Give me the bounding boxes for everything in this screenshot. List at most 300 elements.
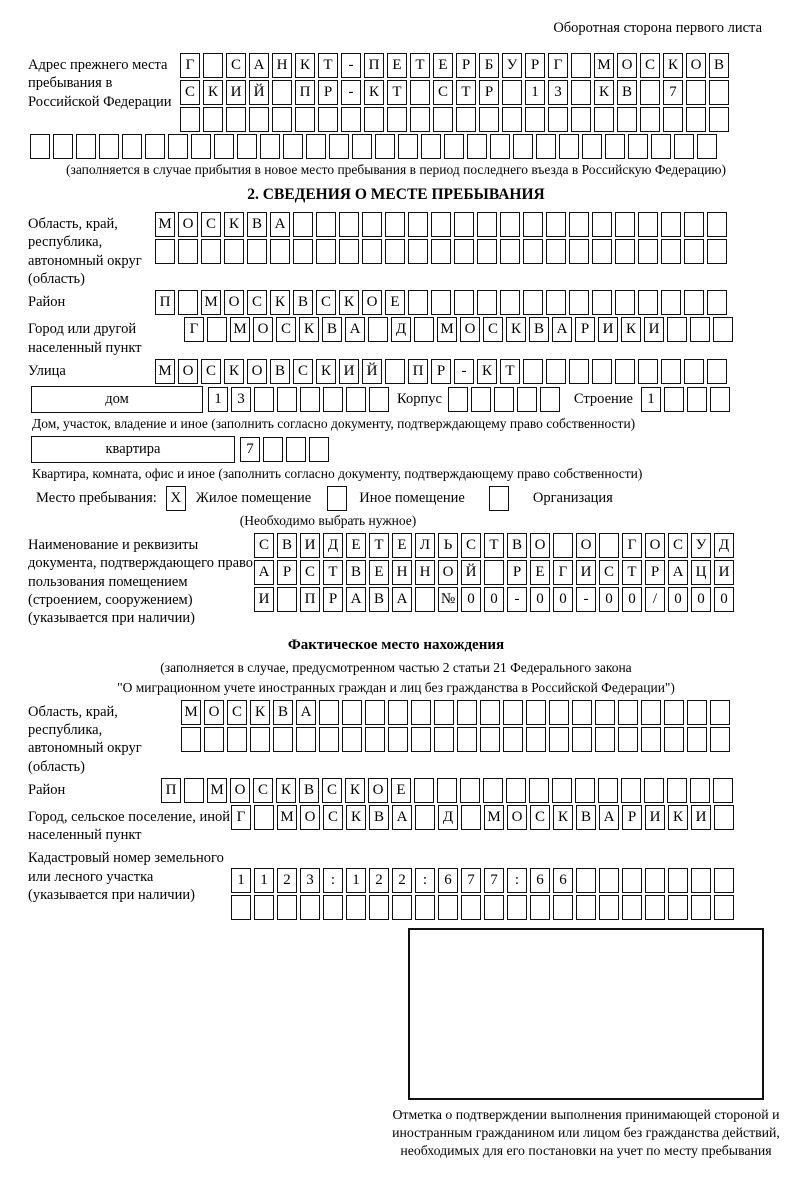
char-cell — [710, 387, 730, 412]
char-cell: О — [247, 359, 267, 384]
char-cell — [529, 778, 549, 803]
char-cell — [644, 778, 664, 803]
char-cell — [433, 107, 453, 132]
char-cell — [664, 387, 684, 412]
house-note: Дом, участок, владение и иное (заполнить согласно документу, подтверждающему право собственности) — [32, 415, 636, 431]
char-cell: / — [645, 587, 665, 612]
char-cell — [664, 727, 684, 752]
char-cell: Р — [456, 53, 476, 78]
actual-city-label: Город, сельское поселение, иной населенный пункт — [28, 808, 231, 844]
char-cell — [369, 895, 389, 920]
char-cell — [454, 212, 474, 237]
char-cell: Г — [553, 560, 573, 585]
char-cell: П — [155, 290, 175, 315]
char-cell — [502, 107, 522, 132]
char-cell: О — [224, 290, 244, 315]
street-label: Улица — [28, 362, 66, 379]
char-cell: О — [460, 317, 480, 342]
char-cell — [204, 727, 224, 752]
char-cell: Т — [318, 53, 338, 78]
char-cell: К — [594, 80, 614, 105]
char-cell: А — [552, 317, 572, 342]
cadastral-row-2 — [231, 895, 734, 920]
char-cell: Р — [525, 53, 545, 78]
char-cell — [484, 560, 504, 585]
char-cell — [461, 805, 481, 830]
char-cell — [714, 805, 734, 830]
char-cell: У — [502, 53, 522, 78]
korpus-cells — [448, 387, 560, 412]
char-cell — [517, 387, 537, 412]
char-cell: 1 — [346, 868, 366, 893]
char-cell: Е — [385, 290, 405, 315]
char-cell — [456, 107, 476, 132]
char-cell: К — [250, 700, 270, 725]
char-cell: - — [507, 587, 527, 612]
char-cell: А — [249, 53, 269, 78]
char-cell: - — [341, 53, 361, 78]
char-cell: Т — [484, 533, 504, 558]
char-cell: Е — [392, 533, 412, 558]
char-cell — [599, 533, 619, 558]
char-cell — [385, 212, 405, 237]
char-cell: Г — [622, 533, 642, 558]
char-cell: 3 — [231, 387, 251, 412]
char-cell — [651, 134, 671, 159]
char-cell — [203, 53, 223, 78]
char-cell — [503, 727, 523, 752]
char-cell: А — [599, 805, 619, 830]
district-row — [155, 290, 727, 315]
char-cell: А — [346, 587, 366, 612]
char-cell — [191, 134, 211, 159]
char-cell — [318, 107, 338, 132]
char-cell: 6 — [553, 868, 573, 893]
char-cell — [707, 212, 727, 237]
char-cell — [454, 239, 474, 264]
char-cell: С — [483, 317, 503, 342]
char-cell — [713, 778, 733, 803]
region-cells — [155, 212, 727, 264]
char-cell: К — [345, 778, 365, 803]
char-cell — [224, 239, 244, 264]
char-cell: К — [203, 80, 223, 105]
char-cell — [477, 290, 497, 315]
char-cell — [490, 134, 510, 159]
char-cell: К — [299, 317, 319, 342]
char-cell: № — [438, 587, 458, 612]
char-cell: С — [323, 805, 343, 830]
region-block — [28, 212, 764, 288]
char-cell — [684, 239, 704, 264]
char-cell: Й — [249, 80, 269, 105]
char-cell — [553, 533, 573, 558]
char-cell: О — [300, 805, 320, 830]
char-cell: 3 — [548, 80, 568, 105]
char-cell: Ц — [691, 560, 711, 585]
char-cell — [184, 778, 204, 803]
char-cell — [691, 895, 711, 920]
char-cell — [615, 359, 635, 384]
char-cell: К — [668, 805, 688, 830]
char-cell: 0 — [714, 587, 734, 612]
char-cell: Р — [318, 80, 338, 105]
char-cell — [295, 107, 315, 132]
char-cell — [431, 239, 451, 264]
char-cell: М — [181, 700, 201, 725]
char-cell — [293, 212, 313, 237]
char-cell: В — [346, 560, 366, 585]
char-cell — [664, 700, 684, 725]
char-cell: И — [598, 317, 618, 342]
char-cell: В — [576, 805, 596, 830]
char-cell — [415, 895, 435, 920]
char-cell — [687, 387, 707, 412]
char-cell — [362, 212, 382, 237]
char-cell: К — [316, 359, 336, 384]
district-block — [28, 290, 764, 315]
char-cell: Г — [184, 317, 204, 342]
stamp-caption: Отметка о подтверждении выполнения принимающей стороной и иностранным гражданином или лицом без гражданства действий, необходимых для его постановки на учет по месту пребывания — [392, 1107, 780, 1159]
char-cell — [155, 239, 175, 264]
char-cell: С — [227, 700, 247, 725]
char-cell — [598, 778, 618, 803]
char-cell — [506, 778, 526, 803]
char-cell — [316, 212, 336, 237]
char-cell — [411, 700, 431, 725]
char-cell: П — [300, 587, 320, 612]
char-cell — [638, 359, 658, 384]
char-cell: В — [293, 290, 313, 315]
char-cell: Г — [231, 805, 251, 830]
char-cell — [707, 290, 727, 315]
char-cell: Т — [369, 533, 389, 558]
char-cell: В — [709, 53, 729, 78]
char-cell — [523, 359, 543, 384]
char-cell — [615, 212, 635, 237]
char-cell — [500, 239, 520, 264]
char-cell — [592, 290, 612, 315]
char-cell — [415, 805, 435, 830]
char-cell: 0 — [530, 587, 550, 612]
street-row — [155, 359, 727, 384]
char-cell — [668, 868, 688, 893]
char-cell: П — [364, 53, 384, 78]
char-cell — [500, 290, 520, 315]
prev-address-row-2 — [180, 80, 729, 105]
char-cell — [226, 107, 246, 132]
char-cell — [479, 107, 499, 132]
char-cell — [250, 727, 270, 752]
char-cell: Т — [622, 560, 642, 585]
char-cell: М — [230, 317, 250, 342]
char-cell — [638, 290, 658, 315]
char-cell: 0 — [668, 587, 688, 612]
char-cell: К — [663, 53, 683, 78]
char-cell: Н — [392, 560, 412, 585]
char-cell: В — [507, 533, 527, 558]
char-cell — [540, 387, 560, 412]
char-cell — [595, 700, 615, 725]
char-cell — [592, 239, 612, 264]
actual-region-row-1 — [181, 700, 730, 725]
sheet-side-note: Оборотная сторона первого листа — [553, 20, 762, 36]
char-cell — [661, 239, 681, 264]
checkbox-organization — [489, 486, 509, 511]
char-cell — [618, 727, 638, 752]
char-cell — [628, 134, 648, 159]
char-cell: О — [253, 317, 273, 342]
char-cell: М — [155, 359, 175, 384]
char-cell: С — [433, 80, 453, 105]
char-cell: В — [247, 212, 267, 237]
char-cell: 1 — [254, 868, 274, 893]
actual-region-cells — [181, 700, 730, 752]
char-cell: К — [553, 805, 573, 830]
char-cell: В — [322, 317, 342, 342]
actual-region-block — [28, 700, 764, 776]
char-cell: О — [368, 778, 388, 803]
actual-district-block — [28, 778, 764, 803]
char-cell — [293, 239, 313, 264]
char-cell — [457, 727, 477, 752]
stamp-area — [392, 928, 780, 1160]
char-cell — [323, 387, 343, 412]
char-cell: Р — [479, 80, 499, 105]
char-cell: 1 — [525, 80, 545, 105]
char-cell — [306, 134, 326, 159]
char-cell: 2 — [369, 868, 389, 893]
char-cell: : — [323, 868, 343, 893]
char-cell — [710, 700, 730, 725]
char-cell: В — [369, 587, 389, 612]
char-cell: 7 — [484, 868, 504, 893]
char-cell: 0 — [484, 587, 504, 612]
char-cell: К — [224, 212, 244, 237]
char-cell: 2 — [392, 868, 412, 893]
char-cell — [214, 134, 234, 159]
document-row-2 — [254, 560, 734, 585]
char-cell — [615, 239, 635, 264]
char-cell — [484, 895, 504, 920]
char-cell: О — [686, 53, 706, 78]
char-cell — [385, 359, 405, 384]
char-cell: Е — [369, 560, 389, 585]
char-cell — [710, 727, 730, 752]
char-cell: 7 — [240, 437, 260, 462]
char-cell — [448, 387, 468, 412]
char-cell — [300, 387, 320, 412]
char-cell: 0 — [599, 587, 619, 612]
char-cell — [415, 587, 435, 612]
actual-location-title: Фактическое место нахождения — [287, 637, 505, 654]
char-cell — [477, 212, 497, 237]
char-cell — [571, 53, 591, 78]
actual-district-row — [161, 778, 733, 803]
char-cell — [638, 239, 658, 264]
char-cell — [667, 778, 687, 803]
char-cell — [414, 778, 434, 803]
cadastral-row-1 — [231, 868, 734, 893]
char-cell — [387, 107, 407, 132]
prev-address-row-4 — [30, 134, 764, 159]
char-cell — [684, 212, 704, 237]
char-cell: М — [277, 805, 297, 830]
char-cell — [122, 134, 142, 159]
char-cell: Т — [410, 53, 430, 78]
char-cell: Ь — [438, 533, 458, 558]
char-cell — [663, 107, 683, 132]
char-cell — [709, 80, 729, 105]
char-cell: О — [576, 533, 596, 558]
char-cell — [434, 700, 454, 725]
char-cell — [272, 107, 292, 132]
prev-address-block — [28, 53, 764, 132]
char-cell — [559, 134, 579, 159]
char-cell — [342, 700, 362, 725]
char-cell: О — [507, 805, 527, 830]
prev-address-row-1 — [180, 53, 729, 78]
char-cell — [707, 359, 727, 384]
char-cell: 0 — [691, 587, 711, 612]
char-cell: Р — [431, 359, 451, 384]
char-cell — [53, 134, 73, 159]
char-cell — [640, 80, 660, 105]
char-cell: В — [529, 317, 549, 342]
char-cell — [398, 134, 418, 159]
char-cell — [277, 895, 297, 920]
char-cell: 0 — [622, 587, 642, 612]
char-cell: М — [594, 53, 614, 78]
char-cell — [180, 107, 200, 132]
char-cell: Е — [346, 533, 366, 558]
char-cell: Т — [387, 80, 407, 105]
char-cell — [576, 895, 596, 920]
apartment-cells — [240, 437, 329, 462]
char-cell — [309, 437, 329, 462]
char-cell — [286, 437, 306, 462]
char-cell: К — [270, 290, 290, 315]
char-cell: В — [270, 359, 290, 384]
char-cell — [569, 239, 589, 264]
apartment-type-box: квартира — [31, 436, 235, 463]
option-other-label: Иное помещение — [359, 490, 465, 507]
char-cell: В — [299, 778, 319, 803]
char-cell: - — [341, 80, 361, 105]
char-cell: К — [346, 805, 366, 830]
option-organization-label: Организация — [532, 490, 613, 507]
stroenie-cells — [641, 387, 730, 412]
char-cell — [431, 290, 451, 315]
char-cell — [410, 107, 430, 132]
char-cell — [457, 700, 477, 725]
char-cell — [546, 239, 566, 264]
char-cell: : — [415, 868, 435, 893]
char-cell: 7 — [663, 80, 683, 105]
char-cell — [707, 239, 727, 264]
char-cell — [592, 212, 612, 237]
char-cell: К — [276, 778, 296, 803]
char-cell: Й — [461, 560, 481, 585]
char-cell: Д — [391, 317, 411, 342]
city-row — [184, 317, 733, 342]
char-cell — [618, 700, 638, 725]
char-cell — [621, 778, 641, 803]
char-cell — [645, 868, 665, 893]
actual-region-row-2 — [181, 727, 730, 752]
char-cell: 3 — [300, 868, 320, 893]
char-cell: 1 — [208, 387, 228, 412]
char-cell — [599, 868, 619, 893]
char-cell: И — [691, 805, 711, 830]
char-cell: Р — [507, 560, 527, 585]
premises-label: Место пребывания: — [36, 490, 157, 507]
char-cell — [247, 239, 267, 264]
char-cell — [178, 239, 198, 264]
prev-address-label: Адрес прежнего места пребывания в Российской Федерации — [28, 57, 172, 110]
char-cell: О — [645, 533, 665, 558]
char-cell: - — [576, 587, 596, 612]
char-cell — [273, 727, 293, 752]
char-cell: Н — [415, 560, 435, 585]
char-cell — [329, 134, 349, 159]
char-cell — [392, 895, 412, 920]
char-cell — [617, 107, 637, 132]
char-cell — [714, 895, 734, 920]
char-cell — [375, 134, 395, 159]
char-cell — [686, 80, 706, 105]
char-cell: С — [276, 317, 296, 342]
char-cell: С — [461, 533, 481, 558]
char-cell — [599, 895, 619, 920]
char-cell — [411, 727, 431, 752]
char-cell — [523, 212, 543, 237]
char-cell — [697, 134, 717, 159]
char-cell — [203, 107, 223, 132]
char-cell — [638, 212, 658, 237]
char-cell: Д — [714, 533, 734, 558]
char-cell — [714, 868, 734, 893]
document-cells — [254, 533, 734, 612]
cadastral-cells — [231, 846, 734, 920]
char-cell — [645, 895, 665, 920]
char-cell: К — [621, 317, 641, 342]
char-cell — [339, 212, 359, 237]
char-cell — [622, 868, 642, 893]
char-cell — [99, 134, 119, 159]
char-cell — [526, 700, 546, 725]
char-cell — [546, 359, 566, 384]
char-cell — [546, 212, 566, 237]
char-cell: К — [477, 359, 497, 384]
char-cell: А — [668, 560, 688, 585]
char-cell — [300, 895, 320, 920]
char-cell — [686, 107, 706, 132]
region-row-2 — [155, 239, 727, 264]
char-cell — [668, 895, 688, 920]
checkbox-residential: X — [166, 486, 186, 511]
char-cell — [467, 134, 487, 159]
char-cell — [569, 359, 589, 384]
option-residential-label: Жилое помещение — [195, 490, 312, 507]
char-cell — [691, 868, 711, 893]
document-row-3 — [254, 587, 734, 612]
char-cell: А — [296, 700, 316, 725]
char-cell — [526, 727, 546, 752]
city-label: Город или другой населенный пункт — [28, 321, 142, 356]
actual-region-label: Область, край, республика, автономный округ (область) — [28, 703, 142, 775]
char-cell — [260, 134, 280, 159]
